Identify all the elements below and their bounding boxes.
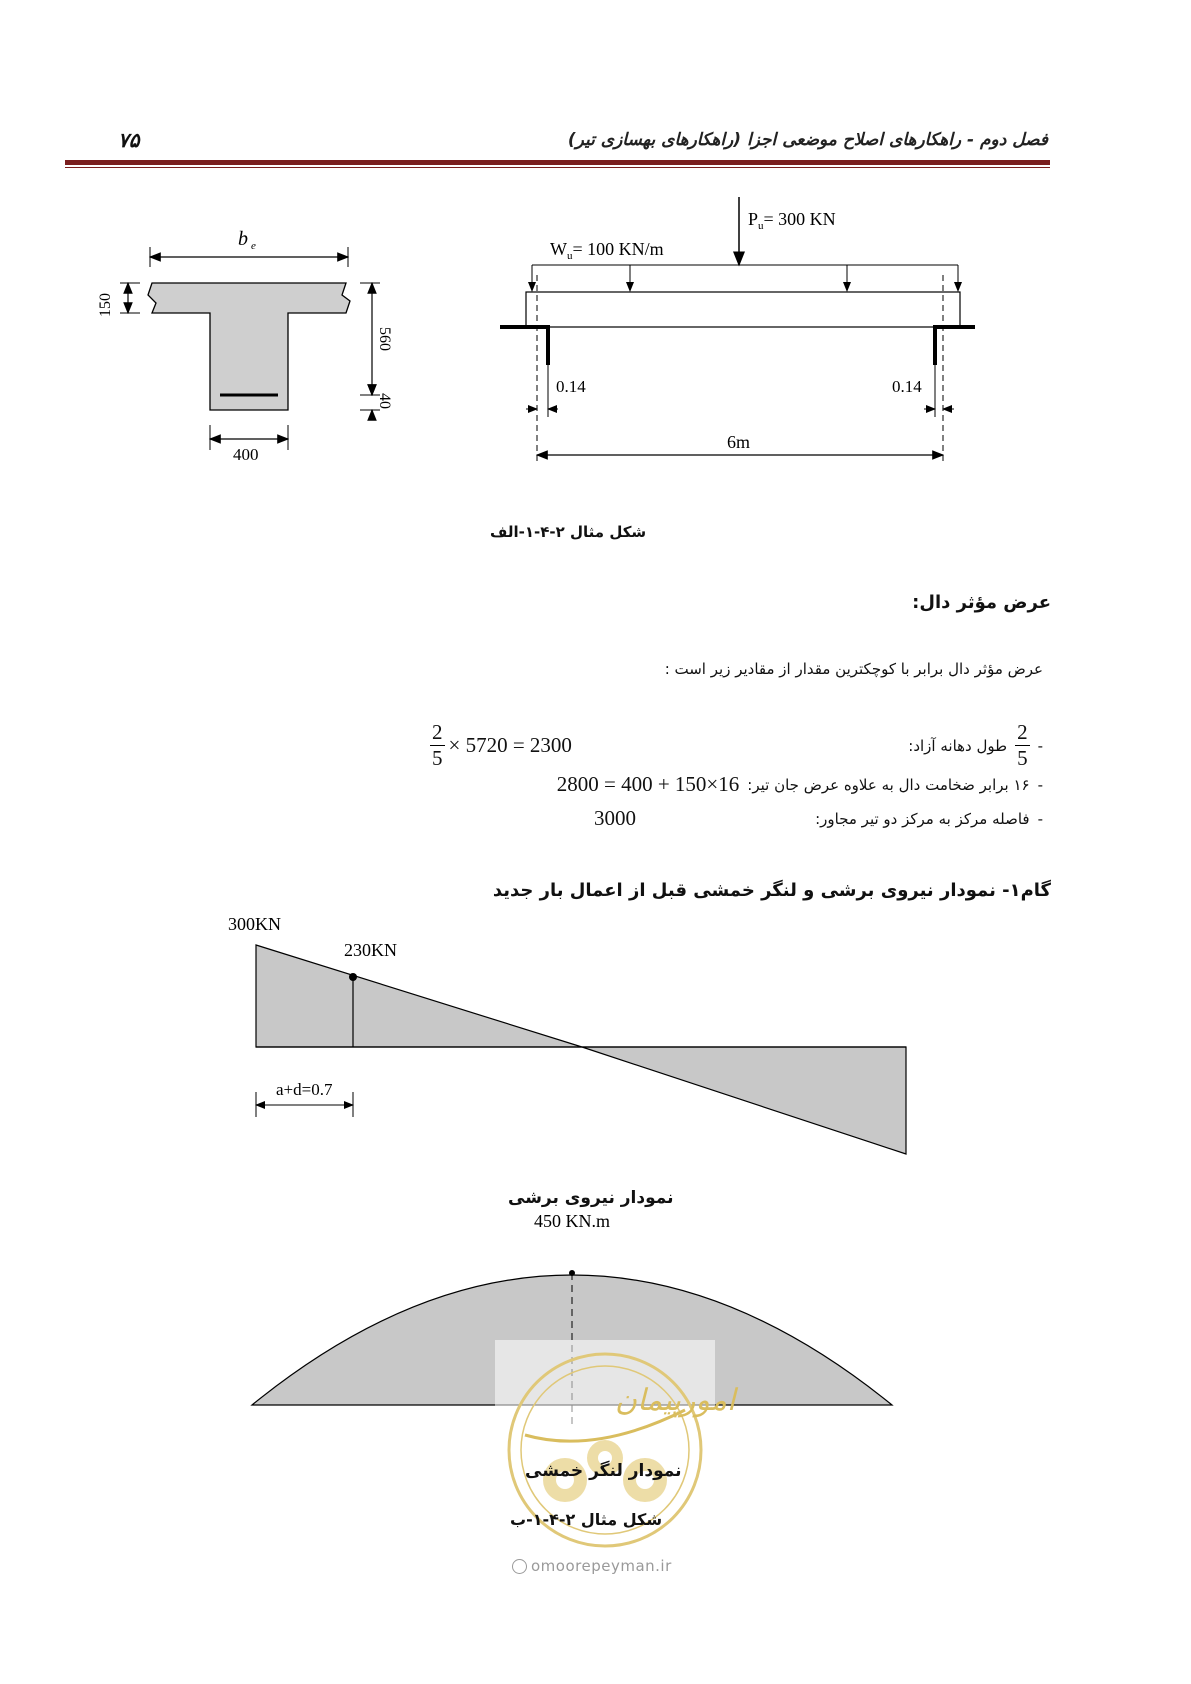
list-item-3 xyxy=(815,810,1043,828)
list-item-1 xyxy=(908,722,1043,769)
step1-heading: گام۱- نمودار نیروی برشی و لنگر خمشی قبل از اعمال بار جدید xyxy=(492,880,1051,901)
header-rule-thick xyxy=(65,160,1050,165)
beam-body xyxy=(526,292,960,327)
point-load-label: $P_u= 300$ KN xyxy=(748,209,836,232)
list-expr-1: $\frac{2}{5}$ × 5720 = 2300 xyxy=(432,720,572,770)
t-section-drawing xyxy=(80,215,440,475)
list-bullet-2: - xyxy=(1037,775,1043,794)
shear-diagram xyxy=(220,912,920,1162)
shear-max-label: 300KN xyxy=(228,914,281,934)
web-width-label: 400 xyxy=(233,445,259,464)
list-bullet-3: - xyxy=(1037,810,1043,828)
beam-load-drawing xyxy=(540,195,1060,485)
flange-thickness-label: 150 xyxy=(97,293,114,317)
moment-peak-marker xyxy=(569,1270,575,1276)
heading-effective-width: عرض مؤثر دال: xyxy=(912,592,1051,613)
shear-point-marker xyxy=(349,973,357,981)
chapter-header-title: فصل دوم - راهکارهای اصلاح موضعی اجزا (راهکارهای بهسازی تیر) xyxy=(567,130,1048,150)
header-rule-thin xyxy=(65,167,1050,168)
watermark-site xyxy=(512,1557,672,1575)
list-label-2: ۱۶ برابر ضخامت دال به علاوه عرض جان تیر: xyxy=(747,775,1030,794)
span-label: 6m xyxy=(727,432,751,452)
shear-negative-region xyxy=(582,1047,906,1154)
list-fraction-1: $\frac{2}{5}$ xyxy=(1017,720,1028,770)
left-support-dim: 0.14 xyxy=(556,377,586,396)
cover-label: 40 xyxy=(376,393,393,409)
page-number: ۷۵ xyxy=(118,128,140,152)
shear-positive-region xyxy=(256,945,582,1047)
list-label-3: فاصله مرکز به مرکز دو تیر مجاور: xyxy=(815,810,1030,828)
watermark-site-text: omoorepeyman.ir xyxy=(531,1557,672,1575)
moment-diagram-caption: نمودار لنگر خمشی xyxy=(525,1461,682,1481)
figure-b-caption: شکل مثال ۲-۴-۱-ب xyxy=(510,1510,663,1529)
be-subscript: e xyxy=(251,240,256,252)
right-support xyxy=(935,327,975,365)
list-bullet-1: - xyxy=(1037,736,1043,755)
left-support xyxy=(500,327,548,365)
distributed-load-label: $W_u= 100$ KN/m xyxy=(550,239,664,262)
list-item-2 xyxy=(557,772,1043,797)
shear-diagram-caption: نمودار نیروی برشی xyxy=(508,1188,674,1208)
be-label: b xyxy=(238,228,248,250)
distributed-load-arrows xyxy=(532,265,958,291)
shear-dim-label: a+d=0.7 xyxy=(276,1080,333,1099)
list-expr-3: 3000 xyxy=(594,806,636,830)
shear-point-label: 230KN xyxy=(344,940,397,960)
globe-icon xyxy=(512,1559,527,1574)
list-label-1: طول دهانه آزاد: xyxy=(908,736,1008,755)
depth-label: 560 xyxy=(376,327,393,351)
moment-max-label: 450 KN.m xyxy=(534,1211,610,1231)
right-support-dim: 0.14 xyxy=(892,377,922,396)
figure-a-caption: شکل مثال ۲-۴-۱-الف xyxy=(490,523,647,541)
watermark-logo-text: امورپیمان xyxy=(615,1383,736,1418)
list-expr-2: 2800 = 400 + 150×16 xyxy=(556,772,740,796)
paragraph-intro: عرض مؤثر دال برابر با کوچکترین مقدار از مقادیر زیر است : xyxy=(664,660,1043,678)
t-section-shape xyxy=(148,283,350,410)
